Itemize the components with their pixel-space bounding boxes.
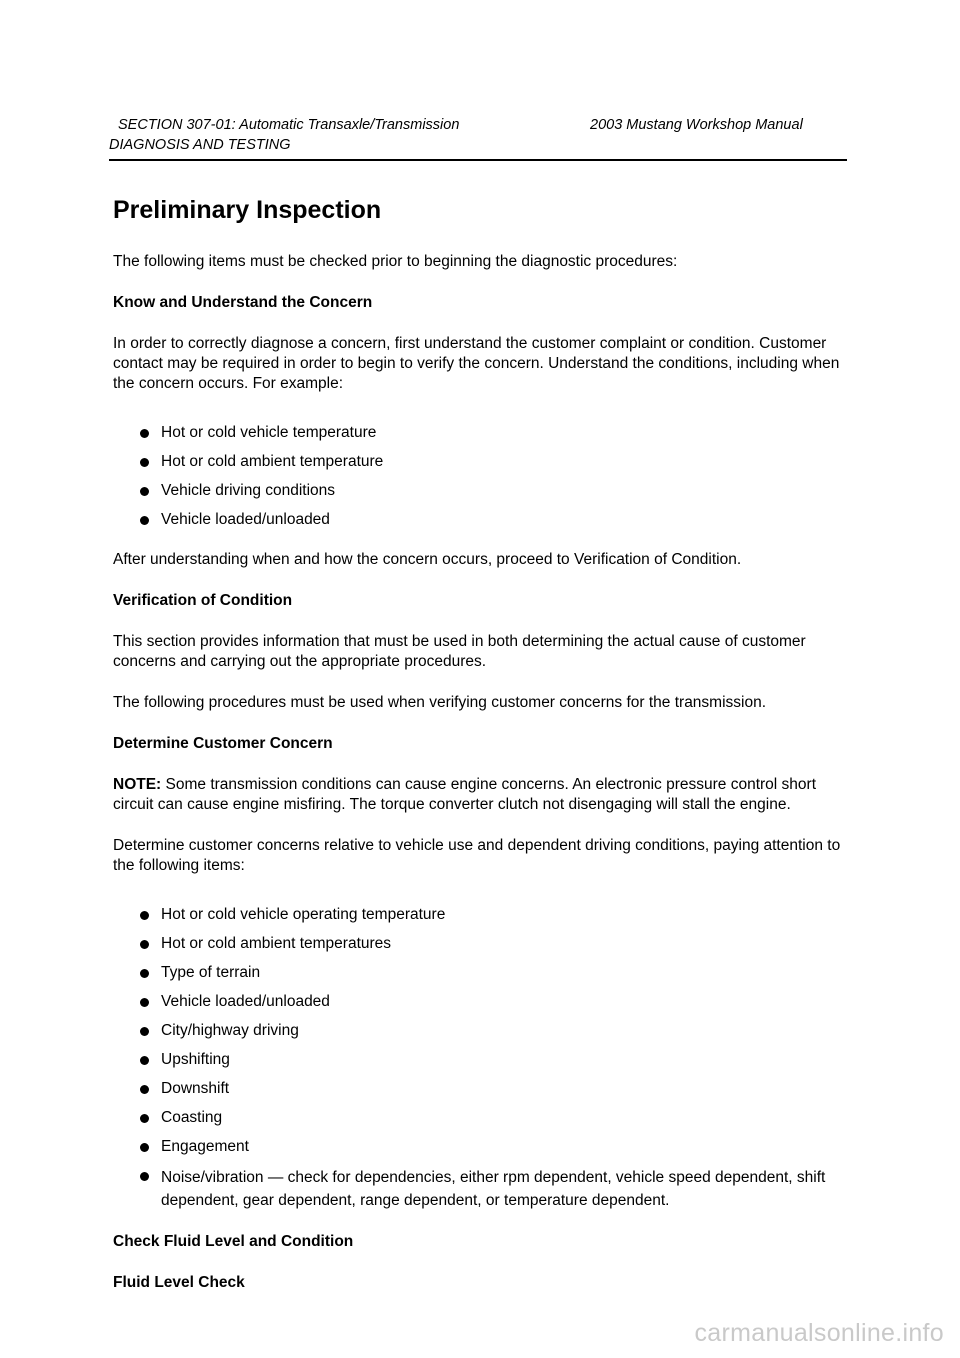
list-item: Hot or cold ambient temperature (113, 452, 853, 472)
list-item: Vehicle driving conditions (113, 481, 853, 501)
fluid-heading: Check Fluid Level and Condition (113, 1233, 354, 1250)
header-subsection: DIAGNOSIS AND TESTING (109, 137, 291, 153)
note-label: NOTE: (113, 776, 162, 793)
determine-heading: Determine Customer Concern (113, 735, 333, 752)
watermark: carmanualsonline.info (694, 1319, 944, 1347)
header-section: SECTION 307-01: Automatic Transaxle/Transmission (118, 117, 460, 133)
know-list (113, 423, 853, 530)
verification-paragraph-2: The following procedures must be used when verifying customer concerns for the transmission. (113, 694, 767, 711)
determine-paragraph: Determine customer concerns relative to vehicle use and dependent driving conditions, paying attention to the following items: (113, 837, 841, 874)
know-heading: Know and Understand the Concern (113, 294, 373, 311)
list-item: Hot or cold vehicle operating temperature (113, 905, 853, 925)
list-item: Hot or cold ambient temperatures (113, 934, 853, 954)
note-text: Some transmission conditions can cause engine concerns. An electronic pressure control short circuit can cause engine misfiring. The torque converter clutch not disengaging will stall the engine. (113, 776, 817, 813)
verification-heading: Verification of Condition (113, 592, 293, 609)
verification-paragraph-1: This section provides information that must be used in both determining the actual cause of customer concerns and carrying out the appropriate procedures. (113, 633, 806, 670)
page-header (109, 115, 847, 155)
know-paragraph: In order to correctly diagnose a concern, first understand the customer complaint or condition. Customer contact may be required in order to begin to verify the concern. Understand the conditions, including when the concern occurs. For example: (113, 335, 840, 392)
list-item: Vehicle loaded/unloaded (113, 510, 853, 530)
list-item: Downshift (113, 1079, 853, 1099)
list-item: Noise/vibration — check for dependencies, either rpm dependent, vehicle speed dependent, shift dependent, gear dependent, range dependent, or temperature dependent. (113, 1166, 853, 1212)
list-item: Upshifting (113, 1050, 853, 1070)
list-item: City/highway driving (113, 1021, 853, 1041)
know-after-paragraph: After understanding when and how the concern occurs, proceed to Verification of Condition. (113, 551, 742, 568)
list-item: Vehicle loaded/unloaded (113, 992, 853, 1012)
document-body (113, 190, 853, 1314)
note-paragraph (113, 775, 853, 815)
intro-paragraph: The following items must be checked prior to beginning the diagnostic procedures: (113, 253, 678, 270)
header-manual: 2003 Mustang Workshop Manual (590, 117, 803, 133)
list-item: Coasting (113, 1108, 853, 1128)
list-item: Engagement (113, 1137, 853, 1157)
page-title: Preliminary Inspection (113, 196, 382, 224)
header-rule (109, 159, 847, 161)
list-item: Type of terrain (113, 963, 853, 983)
determine-list (113, 905, 853, 1212)
list-item: Hot or cold vehicle temperature (113, 423, 853, 443)
fluid-subheading: Fluid Level Check (113, 1274, 245, 1291)
